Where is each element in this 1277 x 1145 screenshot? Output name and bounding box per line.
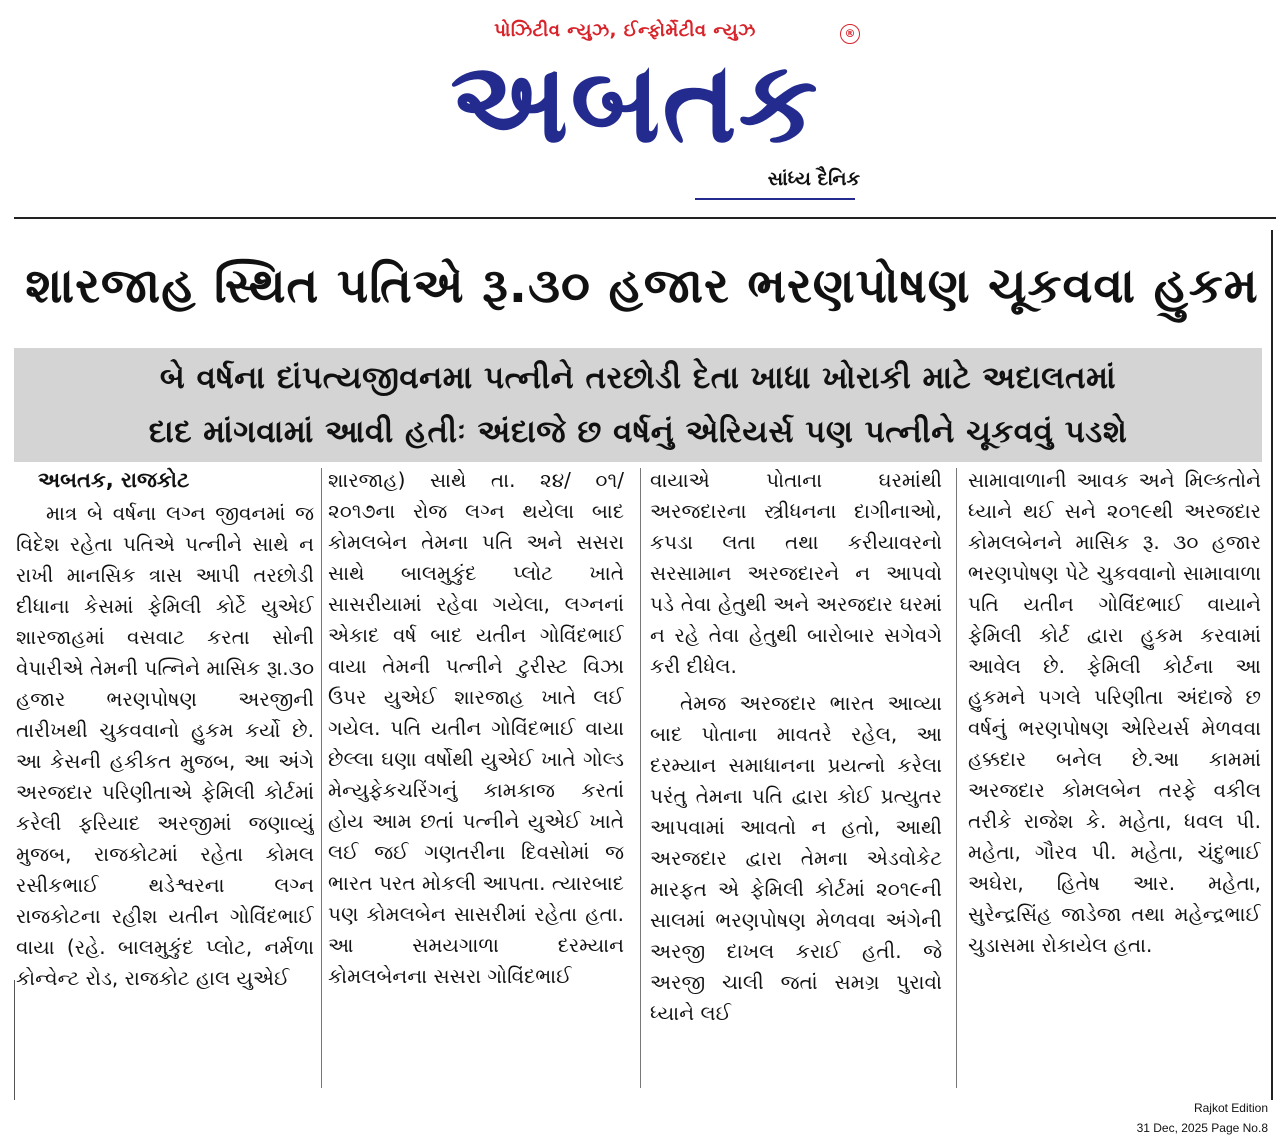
dateline: અબતક, રાજકોટ — [38, 468, 190, 492]
column-divider-3 — [956, 468, 957, 1088]
column-1-text: માત્ર બે વર્ષના લગ્ન જીવનમાં જ વિદેશ રહેતા પતિએ પત્નીને સાથે ન રાખી માનસિક ત્રાસ આપી તરછોડી દીધાના કેસમાં ફેમિલી કોર્ટે યુએઈ શારજાહમાં વસવાટ કરતા સોની વેપારીએ તેમની પત્નિને માસિક રૂા.૩૦ હજાર ભરણપોષણ અરજીની તારીખથી ચુકવવાનો હુકમ કર્યો છે. આ કેસની હકીકત મુજબ, આ અંગે અરજદાર પરિણીતાએ ફેમિલી કોર્ટમાં કરેલી ફરિયાદ અરજીમાં જણાવ્યું મુજબ, રાજકોટમાં રહેતા કોમલ રસીકભાઈ થડેશ્વરના લગ્ન રાજકોટના રહીશ યતીન ગોવિંદભાઈ વાયા (રહે. બાલમુકુંદ પ્લોટ, નર્મળા કોન્વેન્ટ રોડ, રાજકોટ હાલ યુએઈ — [16, 501, 314, 990]
top-divider — [14, 217, 1276, 219]
newspaper-logo: અબતક — [450, 38, 820, 168]
article-column-2 — [328, 465, 624, 1095]
page-info: 31 Dec, 2025 Page No.8 — [1136, 1121, 1268, 1135]
article-headline: શારજાહ સ્થિત પતિએ રૂ.૩૦ હજાર ભરણપોષણ ચૂકવવા હુકમ — [25, 258, 1259, 314]
column-4-text: સામાવાળાની આવક અને મિલ્કતોને ધ્યાને થઈ સને ૨૦૧૯થી અરજદાર કોમલબેનને માસિક રૂ. ૩૦ હજાર ભરણપોષણ પેટે ચુકવવાનો સામાવાળા પતિ યતીન ગોવિંદભાઈ વાયાને ફેમિલી કોર્ટ દ્વારા હુકમ કરવામાં આવેલ છે. ફેમિલી કોર્ટના આ હુકમને પગલે પરિણીતા અંદાજે છ વર્ષનું ભરણપોષણ એરિયર્સ મેળવવા હક્કદાર બનેલ છે.આ કામમાં અરજદાર કોમલબેન તરફે વકીલ તરીકે રાજેશ કે. મહેતા, ધવલ પી. મહેતા, ગૌરવ પી. મહેતા, ચંદુભાઈ અઘેરા, હિતેષ આર. મહેતા, સુરેન્દ્રસિંહ જાડેજા તથા મહેન્દ્રભાઈ ચુડાસમા રોકાયેલ હતા. — [968, 468, 1261, 957]
column-divider-2 — [640, 468, 641, 1088]
sub-brand-underline — [695, 198, 855, 200]
article-column-1 — [16, 465, 314, 1095]
article-column-4 — [968, 465, 1261, 1095]
column-divider-1 — [321, 468, 322, 1088]
edition-label: Rajkot Edition — [1193, 1101, 1268, 1115]
column-3-paragraph-1: વાયાએ પોતાના ઘરમાંથી અરજદારના સ્ત્રીધનના દાગીનાઓ, કપડા લતા તથા કરીયાવરનો સરસામાન અરજદારને ન આપવો પડે તેવા હેતુથી અને અરજદાર ઘરમાં ન રહે તેવા હેતુથી બારોબાર સગેવગે કરી દીધેલ. — [650, 468, 942, 678]
subheadline-line-1: બે વર્ષના દાંપત્યજીવનમા પત્નીને તરછોડી દેતા ખાધા ખોરાકી માટે અદાલતમાં — [159, 360, 1117, 396]
article-column-3 — [650, 465, 942, 1095]
subheadline-line-2: દાદ માંગવામાં આવી હતીઃ અંદાજે છ વર્ષનું એરિયર્સ પણ પત્નીને ચૂકવવું પડશે — [148, 414, 1128, 450]
sub-brand: સાંધ્ય દૈનિક — [767, 168, 860, 190]
article-subheadline — [14, 348, 1262, 462]
tagline: પોઝિટીવ ન્યુઝ, ઈન્ફોર્મેટીવ ન્યુઝ — [494, 20, 756, 41]
left-border-fragment — [14, 980, 15, 1100]
registered-mark-icon: ® — [840, 24, 860, 44]
right-border — [1271, 230, 1273, 1100]
column-2-text: શારજાહ) સાથે તા. ૨૪/ ૦૧/ ૨૦૧૭ના રોજ લગ્ન થયેલા બાદ કોમલબેન તેમના પતિ અને સસરા સાથે બાલમુકુંદ પ્લોટ ખાતે સાસરીયામાં રહેવા ગયેલા, લગ્નનાં એકાદ વર્ષ બાદ યતીન ગોવિંદભાઈ વાયા તેમની પત્નીને ટુરીસ્ટ વિઝા ઉપર યુએઈ શારજાહ ખાતે લઈ ગયેલ. પતિ યતીન ગોવિંદભાઈ વાયા છેલ્લા ઘણા વર્ષોથી યુએઈ ખાતે ગોલ્ડ મેન્યુફેકચરિંગનું કામકાજ કરતાં હોય આમ છતાં પત્નીને યુએઈ ખાતે લઈ જઈ ગણતરીના દિવસોમાં જ ભારત પરત મોકલી આપતા. ત્યારબાદ પણ કોમલબેન સાસરીમાં રહેતા હતા. આ સમયગાળા દરમ્યાન કોમલબેનના સસરા ગોવિંદભાઈ — [328, 468, 624, 988]
column-3-paragraph-2: તેમજ અરજદાર ભારત આવ્યા બાદ પોતાના માવતરે રહેલ, આ દરમ્યાન સમાધાનના પ્રયત્નો કરેલા પરંતુ તેમના પતિ દ્વારા કોઈ પ્રત્યુતર આપવામાં આવતો ન હતો, આથી અરજદાર દ્વારા તેમના એડવોકેટ મારફત એ ફેમિલી કોર્ટમાં ૨૦૧૯ની સાલમાં ભરણપોષણ મેળવવા અંગેની અરજી દાખલ કરાઈ હતી. જે અરજી ચાલી જતાં સમગ્ર પુરાવો ધ્યાને લઈ — [650, 691, 942, 1025]
masthead — [0, 0, 1277, 212]
